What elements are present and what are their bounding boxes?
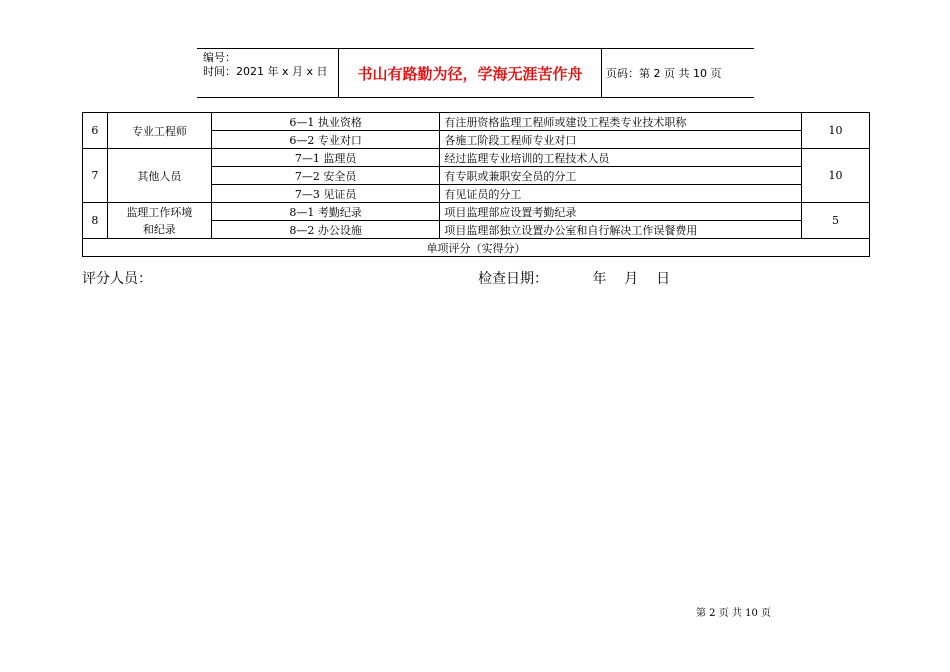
row-number: 6 (83, 113, 108, 149)
check-item: 8—1 考勤纪录 (211, 203, 439, 221)
check-description: 有专职或兼职安全员的分工 (440, 167, 802, 185)
table-row (83, 149, 870, 167)
check-description: 经过监理专业培训的工程技术人员 (440, 149, 802, 167)
check-item: 7—3 见证员 (211, 185, 439, 203)
row-category (107, 203, 211, 239)
check-description: 有注册资格监理工程师或建设工程类专业技术职称 (440, 113, 802, 131)
header-page-code: 页码：第 2 页 共 10 页 (606, 67, 722, 80)
document-header (197, 48, 754, 98)
check-description: 各施工阶段工程师专业对口 (440, 131, 802, 149)
check-description: 项目监理部独立设置办公室和自行解决工作误餐费用 (440, 221, 802, 239)
check-description: 有见证员的分工 (440, 185, 802, 203)
row-category: 专业工程师 (107, 113, 211, 149)
number-label: 编号： (203, 51, 236, 64)
scorer-label: 评分人员： (82, 271, 152, 287)
score-table (82, 112, 870, 257)
check-description: 项目监理部应设置考勤纪录 (440, 203, 802, 221)
row-category: 其他人员 (107, 149, 211, 203)
row-category-line: 和纪录 (142, 222, 176, 236)
check-item: 7—2 安全员 (211, 167, 439, 185)
check-item: 7—1 监理员 (211, 149, 439, 167)
table-row (83, 203, 870, 221)
row-number: 8 (83, 203, 108, 239)
check-item: 8—2 办公设施 (211, 221, 439, 239)
page-footer: 第 2 页 共 10 页 (696, 608, 771, 619)
row-category-line: 监理工作环境 (126, 205, 193, 219)
total-score-label: 单项评分（实得分） (83, 239, 870, 257)
time-label: 时间：2021 年 x 月 x 日 (203, 65, 328, 78)
row-score: 5 (801, 203, 869, 239)
row-score: 10 (801, 149, 869, 203)
header-motto: 书山有路勤为径，学海无涯苦作舟 (338, 49, 602, 97)
row-number: 7 (83, 149, 108, 203)
check-item: 6—2 专业对口 (211, 131, 439, 149)
check-date-label: 检查日期： 年 月 日 (478, 271, 671, 287)
table-row (83, 113, 870, 131)
row-score: 10 (801, 113, 869, 149)
total-row (83, 239, 870, 257)
check-item: 6—1 执业资格 (211, 113, 439, 131)
header-meta (197, 49, 338, 97)
